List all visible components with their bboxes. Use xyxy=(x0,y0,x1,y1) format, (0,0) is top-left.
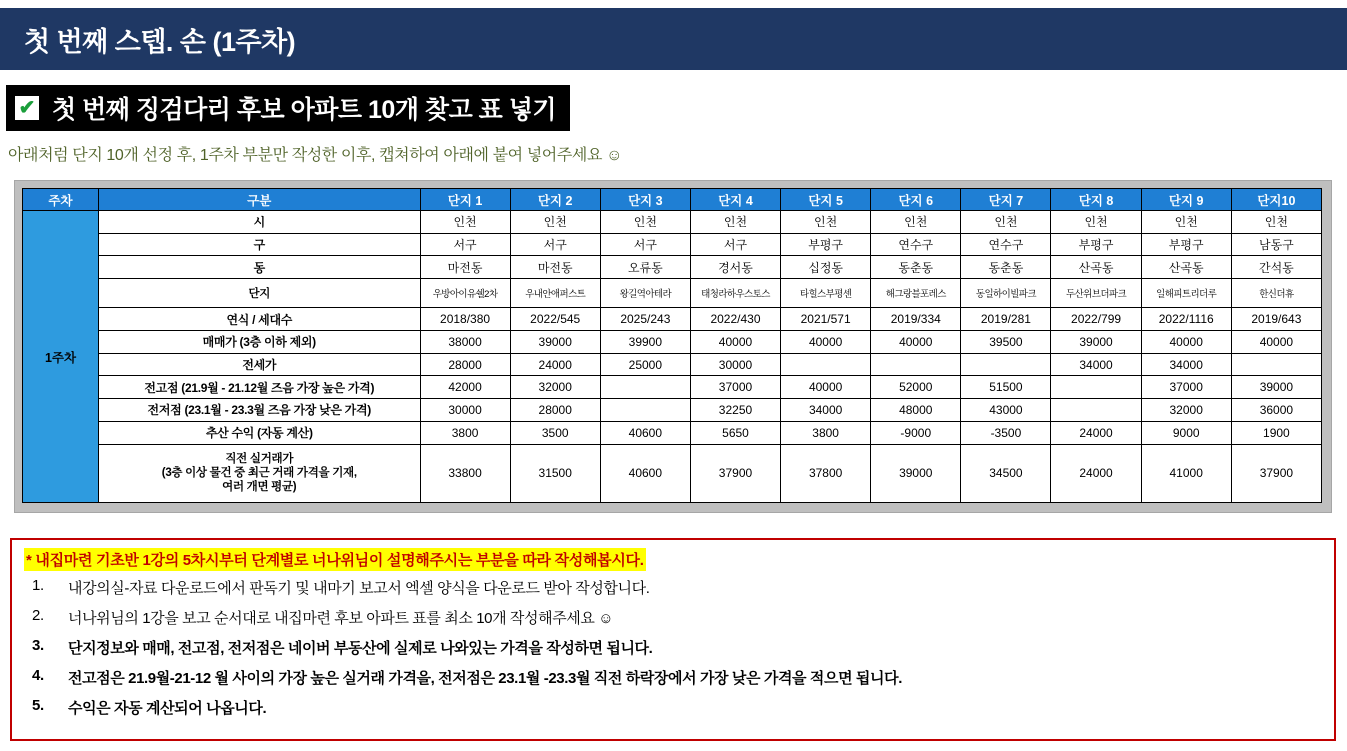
table-body xyxy=(23,211,1322,503)
table-cell: 32000 xyxy=(510,376,600,399)
table-cell: 해그랑블포레스 xyxy=(871,279,961,308)
table-cell: 40000 xyxy=(781,376,871,399)
table-cell: 1900 xyxy=(1231,421,1321,444)
table-cell: 인천 xyxy=(781,211,871,234)
table-cell: 32000 xyxy=(1141,399,1231,422)
table-cell: 2018/380 xyxy=(420,308,510,331)
apartment-table-frame xyxy=(14,180,1332,513)
slide-title-bar xyxy=(0,8,1347,70)
table-cell: 40000 xyxy=(690,331,780,354)
table-cell: 일해피트리더루 xyxy=(1141,279,1231,308)
row-label: 연식 / 세대수 xyxy=(99,308,420,331)
table-cell: 32250 xyxy=(690,399,780,422)
table-cell: 39000 xyxy=(1051,331,1141,354)
table-cell: 28000 xyxy=(510,399,600,422)
table-cell: 24000 xyxy=(1051,421,1141,444)
table-header-row xyxy=(23,189,1322,211)
header-danji-2: 단지 2 xyxy=(510,189,600,211)
table-cell: 38000 xyxy=(420,331,510,354)
header-danji-6: 단지 6 xyxy=(871,189,961,211)
header-danji-4: 단지 4 xyxy=(690,189,780,211)
row-label: 단지 xyxy=(99,279,420,308)
table-row xyxy=(23,233,1322,256)
note-item xyxy=(24,697,1322,718)
note-text: 내강의실-자료 다운로드에서 판독기 및 내마기 보고서 엑셀 양식을 다운로드 받아 작성합니다. xyxy=(68,580,650,597)
table-cell: 오류동 xyxy=(600,256,690,279)
table-cell: 36000 xyxy=(1231,399,1321,422)
table-cell: 34000 xyxy=(1051,353,1141,376)
table-cell: 51500 xyxy=(961,376,1051,399)
table-cell: 인천 xyxy=(1051,211,1141,234)
table-cell: 인천 xyxy=(1141,211,1231,234)
table-cell: 31500 xyxy=(510,444,600,502)
row-label: 동 xyxy=(99,256,420,279)
table-cell: -9000 xyxy=(871,421,961,444)
section-header-label: 첫 번째 징검다리 후보 아파트 10개 찾고 표 넣기 xyxy=(52,96,557,124)
table-row xyxy=(23,279,1322,308)
note-item xyxy=(24,667,1322,688)
row-label: 시 xyxy=(99,211,420,234)
note-item xyxy=(24,577,1322,598)
table-cell: 서구 xyxy=(510,233,600,256)
row-label: 전고점 (21.9월 - 21.12월 즈음 가장 높은 가격) xyxy=(99,376,420,399)
header-danji-10: 단지10 xyxy=(1231,189,1321,211)
table-cell: 34500 xyxy=(961,444,1051,502)
table-row xyxy=(23,256,1322,279)
table-cell: 39900 xyxy=(600,331,690,354)
table-cell: 우방아이유쉘2차 xyxy=(420,279,510,308)
week-cell: 1주차 xyxy=(23,211,99,503)
table-cell: 부평구 xyxy=(1141,233,1231,256)
note-number: 2. xyxy=(32,607,44,624)
header-danji-9: 단지 9 xyxy=(1141,189,1231,211)
table-cell: 서구 xyxy=(420,233,510,256)
table-cell: 33800 xyxy=(420,444,510,502)
table-cell: 타힐스부평센 xyxy=(781,279,871,308)
note-text: 단지정보와 매매, 전고점, 전저점은 네이버 부동산에 실제로 나와있는 가격을 작성하면 됩니다. xyxy=(68,640,653,657)
table-cell: 2022/430 xyxy=(690,308,780,331)
table-cell: 2022/799 xyxy=(1051,308,1141,331)
table-cell: 30000 xyxy=(420,399,510,422)
table-cell: 산곡동 xyxy=(1141,256,1231,279)
table-cell: 2019/643 xyxy=(1231,308,1321,331)
table-cell: 연수구 xyxy=(961,233,1051,256)
header-danji-8: 단지 8 xyxy=(1051,189,1141,211)
table-cell: 마전동 xyxy=(510,256,600,279)
header-gubun: 구분 xyxy=(99,189,420,211)
table-row xyxy=(23,211,1322,234)
header-week: 주차 xyxy=(23,189,99,211)
table-cell: 39000 xyxy=(871,444,961,502)
row-label: 매매가 (3층 이하 제외) xyxy=(99,331,420,354)
table-cell xyxy=(1051,376,1141,399)
note-text: 수익은 자동 계산되어 나옵니다. xyxy=(68,700,267,717)
table-cell: 인천 xyxy=(871,211,961,234)
table-cell: 30000 xyxy=(690,353,780,376)
header-danji-3: 단지 3 xyxy=(600,189,690,211)
table-cell: 40000 xyxy=(1231,331,1321,354)
table-cell: 3800 xyxy=(420,421,510,444)
table-cell: 2021/571 xyxy=(781,308,871,331)
note-item xyxy=(24,607,1322,628)
page-title: 첫 번째 스텝. 손 (1주차) xyxy=(24,26,296,57)
table-cell: 인천 xyxy=(600,211,690,234)
note-number: 5. xyxy=(32,697,44,714)
table-cell xyxy=(600,399,690,422)
row-label: 전세가 xyxy=(99,353,420,376)
header-danji-7: 단지 7 xyxy=(961,189,1051,211)
table-cell: 34000 xyxy=(1141,353,1231,376)
table-cell: 부평구 xyxy=(781,233,871,256)
table-cell xyxy=(600,376,690,399)
table-cell: 2019/281 xyxy=(961,308,1051,331)
table-cell xyxy=(1231,353,1321,376)
table-cell: 43000 xyxy=(961,399,1051,422)
header-danji-1: 단지 1 xyxy=(420,189,510,211)
table-cell: 40000 xyxy=(781,331,871,354)
table-cell: 인천 xyxy=(961,211,1051,234)
note-item xyxy=(24,637,1322,658)
table-cell: 두산위브더파크 xyxy=(1051,279,1141,308)
table-cell xyxy=(1051,399,1141,422)
table-cell: 산곡동 xyxy=(1051,256,1141,279)
table-cell: 39500 xyxy=(961,331,1051,354)
table-cell: 39000 xyxy=(1231,376,1321,399)
table-cell: 28000 xyxy=(420,353,510,376)
check-icon: ✔ xyxy=(14,95,40,121)
table-cell: 부평구 xyxy=(1051,233,1141,256)
table-cell: 한신더휴 xyxy=(1231,279,1321,308)
table-row xyxy=(23,308,1322,331)
table-cell: 25000 xyxy=(600,353,690,376)
table-cell: 인천 xyxy=(690,211,780,234)
table-cell: 39000 xyxy=(510,331,600,354)
notes-box xyxy=(10,538,1336,741)
table-cell: 24000 xyxy=(510,353,600,376)
table-cell: 37900 xyxy=(1231,444,1321,502)
row-label: 구 xyxy=(99,233,420,256)
table-cell: 동춘동 xyxy=(871,256,961,279)
table-cell: 3800 xyxy=(781,421,871,444)
table-cell: 40000 xyxy=(871,331,961,354)
table-cell: 서구 xyxy=(600,233,690,256)
table-row xyxy=(23,399,1322,422)
table-cell: 37800 xyxy=(781,444,871,502)
row-label: 전저점 (23.1월 - 23.3월 즈음 가장 낮은 가격) xyxy=(99,399,420,422)
table-cell: 동춘동 xyxy=(961,256,1051,279)
table-cell: 우내안애퍼스트 xyxy=(510,279,600,308)
table-row xyxy=(23,331,1322,354)
note-text: 너나위님의 1강을 보고 순서대로 내집마련 후보 아파트 표를 최소 10개 작성해주세요 ☺ xyxy=(68,610,614,627)
table-cell: 2019/334 xyxy=(871,308,961,331)
apartment-table xyxy=(22,188,1322,503)
table-cell: 남동구 xyxy=(1231,233,1321,256)
table-cell: 마전동 xyxy=(420,256,510,279)
instruction-text: 아래처럼 단지 10개 선정 후, 1주차 부분만 작성한 이후, 캡쳐하여 아래에 붙여 넣어주세요 ☺ xyxy=(8,147,623,164)
table-cell: 동일하이빌파크 xyxy=(961,279,1051,308)
notes-list xyxy=(24,577,1322,718)
table-cell: 3500 xyxy=(510,421,600,444)
table-row xyxy=(23,376,1322,399)
table-cell: 인천 xyxy=(420,211,510,234)
table-row xyxy=(23,444,1322,502)
table-cell: 인천 xyxy=(510,211,600,234)
table-cell: 52000 xyxy=(871,376,961,399)
table-cell: 2022/1116 xyxy=(1141,308,1231,331)
table-cell: 37000 xyxy=(1141,376,1231,399)
table-cell: 연수구 xyxy=(871,233,961,256)
table-cell: 34000 xyxy=(781,399,871,422)
table-cell xyxy=(871,353,961,376)
table-cell: 5650 xyxy=(690,421,780,444)
table-cell: 42000 xyxy=(420,376,510,399)
table-cell: 2022/545 xyxy=(510,308,600,331)
section-header xyxy=(6,85,570,131)
table-row xyxy=(23,353,1322,376)
table-cell: 40600 xyxy=(600,444,690,502)
table-cell: 왕길역아테라 xyxy=(600,279,690,308)
table-row xyxy=(23,421,1322,444)
table-cell: 서구 xyxy=(690,233,780,256)
header-danji-5: 단지 5 xyxy=(781,189,871,211)
table-cell: 37900 xyxy=(690,444,780,502)
row-label: 직전 실거래가 (3층 이상 물건 중 최근 거래 가격을 기재, 여러 개면 평균) xyxy=(99,444,420,502)
table-cell: 40000 xyxy=(1141,331,1231,354)
note-number: 3. xyxy=(32,637,44,654)
table-cell: 경서동 xyxy=(690,256,780,279)
note-number: 4. xyxy=(32,667,44,684)
table-cell: 48000 xyxy=(871,399,961,422)
table-cell: 간석동 xyxy=(1231,256,1321,279)
table-cell xyxy=(781,353,871,376)
table-cell: 인천 xyxy=(1231,211,1321,234)
note-number: 1. xyxy=(32,577,44,594)
table-cell: 십정동 xyxy=(781,256,871,279)
row-label: 추산 수익 (자동 계산) xyxy=(99,421,420,444)
table-cell: 41000 xyxy=(1141,444,1231,502)
table-cell xyxy=(961,353,1051,376)
table-cell: 37000 xyxy=(690,376,780,399)
table-cell: 24000 xyxy=(1051,444,1141,502)
table-cell: 9000 xyxy=(1141,421,1231,444)
table-cell: -3500 xyxy=(961,421,1051,444)
notes-title: * 내집마련 기초반 1강의 5차시부터 단계별로 너나위님이 설명해주시는 부분을 따라 작성해봅시다. xyxy=(24,548,646,571)
table-cell: 40600 xyxy=(600,421,690,444)
table-cell: 2025/243 xyxy=(600,308,690,331)
note-text: 전고점은 21.9월-21-12 월 사이의 가장 높은 실거래 가격을, 전저점은 23.1월 -23.3월 직전 하락장에서 가장 낮은 가격을 적으면 됩니다. xyxy=(68,670,902,687)
table-cell: 태청라하우스토스 xyxy=(690,279,780,308)
